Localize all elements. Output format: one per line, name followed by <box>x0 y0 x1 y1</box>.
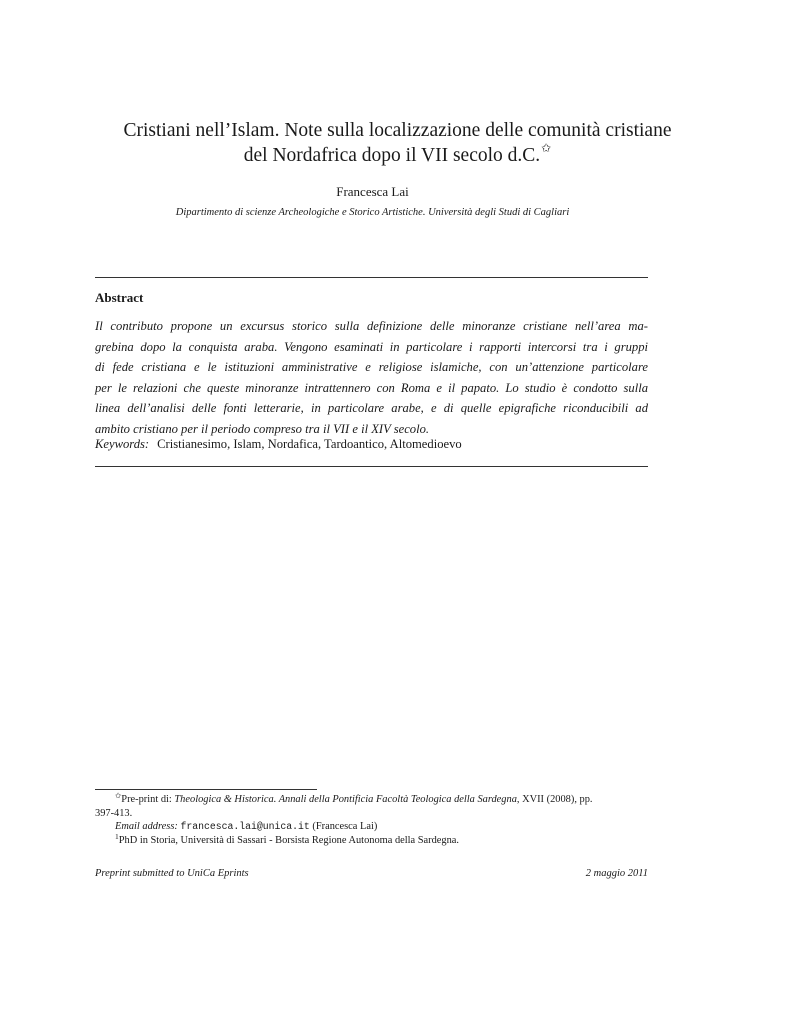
abstract-line: per le relazioni che queste minoranze intrattennero con Roma e il papato. Lo studio è condotto sulla <box>95 380 648 395</box>
footnote-preprint-suffix: , XVII (2008), pp. <box>516 794 593 805</box>
keywords <box>95 437 462 452</box>
paper-title <box>60 118 735 168</box>
footnote-1 <box>95 831 648 848</box>
abstract-bottom-rule <box>95 466 648 467</box>
footnote-preprint-prefix: Pre-print di: <box>121 794 175 805</box>
email-address[interactable]: francesca.lai@unica.it <box>180 821 310 833</box>
footnote-rule <box>95 789 317 790</box>
abstract-body <box>95 316 648 439</box>
footnote-star-mark: ✩ <box>115 791 122 800</box>
abstract-line: di fede cristiana e le istituzioni amministrative e religiose islamiche, con un’attenzione particolare <box>95 360 648 374</box>
keywords-value: Cristianesimo, Islam, Nordafica, Tardoantico, Altomedioevo <box>157 437 462 451</box>
keywords-label: Keywords: <box>95 437 150 451</box>
footer-date: 2 maggio 2011 <box>585 868 648 879</box>
footnote-email <box>95 820 648 834</box>
title-line-2-text: del Nordafrica dopo il VII secolo d.C. <box>243 145 541 166</box>
footnote-preprint <box>95 793 648 807</box>
title-star-mark: ✩ <box>541 141 552 155</box>
footnote-1-text: PhD in Storia, Università di Sassari - Borsista Regione Autonoma della Sardegna. <box>118 834 459 846</box>
footnotes <box>95 793 648 847</box>
author-name: Francesca Lai <box>336 184 409 199</box>
footnote-preprint-pages: 397-413. <box>95 807 133 819</box>
title-line-1: Cristiani nell’Islam. Note sulla localizzazione delle comunità cristiane <box>123 120 672 141</box>
abstract-heading: Abstract <box>95 290 144 305</box>
email-name: (Francesca Lai) <box>312 821 378 833</box>
abstract-line: linea dell’analisi delle fonti letterarie, in particolare arabe, e di quelle epigrafiche riconducibili ad <box>95 401 648 415</box>
author-affiliation: Dipartimento di scienze Archeologiche e Storico Artistiche. Università degli Studi di Cagliari <box>175 207 570 218</box>
abstract-line: Il contributo propone un excursus storico sulla definizione delle minoranze cristiane nell’area ma- <box>95 319 648 333</box>
footnote-journal: Theologica & Historica. Annali della Pontificia Facoltà Teologica della Sardegna <box>174 794 517 805</box>
abstract-line: grebina dopo la conquista araba. Vengono esaminati in particolare i rapporti intercorsi tra i gruppi <box>95 339 648 354</box>
email-label: Email address: <box>115 821 178 833</box>
footnote-1-mark: 1 <box>115 831 119 841</box>
abstract-top-rule <box>95 277 648 278</box>
abstract-line: ambito cristiano per il periodo compreso tra il VII e il XIV secolo. <box>95 421 430 436</box>
footer-submission: Preprint submitted to UniCa Eprints <box>95 868 249 879</box>
title-line-2 <box>60 143 735 168</box>
